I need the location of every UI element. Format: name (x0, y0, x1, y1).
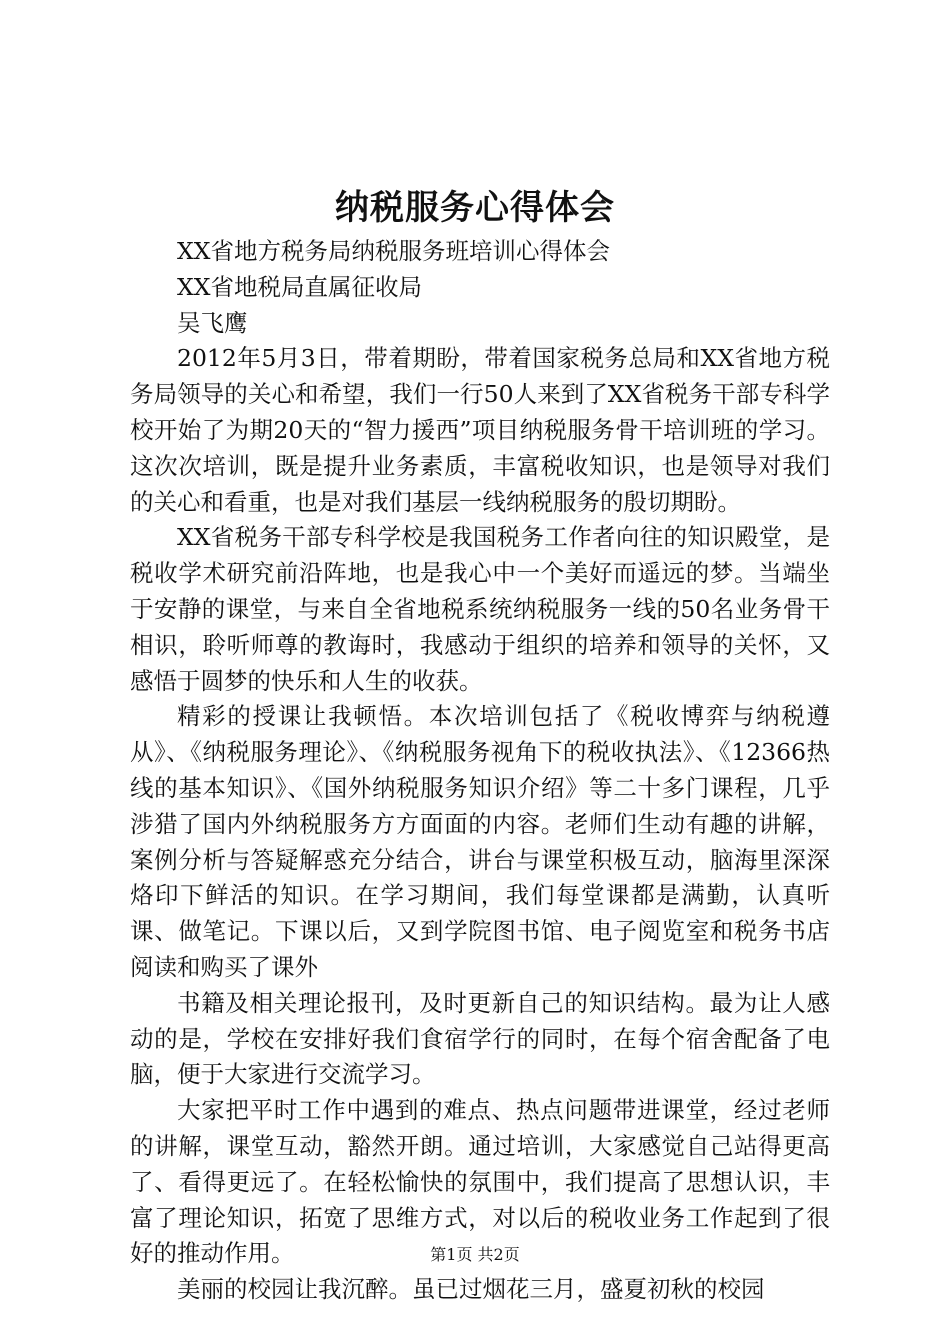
paragraph-3: 精彩的授课让我顿悟。本次培训包括了《税收博弈与纳税遵从》、《纳税服务理论》、《纳税服务视角下的税收执法》、《12366热线的基本知识》、《国外纳税服务知识介绍》等二十多门课程，几乎涉猎了国内外纳税服务方方面面的内容。老师们生动有趣的讲解，案例分析与答疑解惑充分结合，讲台与课堂积极互动，脑海里深深烙印下鲜活的知识。在学习期间，我们每堂课都是满勤，认真听课、做笔记。下课以后，又到学院图书馆、电子阅览室和税务书店阅读和购买了课外 (130, 702, 830, 981)
document-body (130, 234, 830, 1308)
header-line-1: XX省地方税务局纳税服务班培训心得体会 (177, 237, 610, 265)
paragraph-1: 2012年5月3日，带着期盼，带着国家税务总局和XX省地方税务局领导的关心和希望，我们一行50人来到了XX省税务干部专科学校开始了为期20天的“智力援西”项目纳税服务骨干培训班的学习。这次次培训，既是提升业务素质，丰富税收知识，也是领导对我们的关心和看重，也是对我们基层一线纳税服务的殷切期盼。 (130, 344, 830, 516)
header-line-2: XX省地税局直属征收局 (177, 272, 422, 301)
header-line-3: 吴飞鹰 (177, 308, 248, 337)
paragraph-5: 大家把平时工作中遇到的难点、热点问题带进课堂，经过老师的讲解，课堂互动，豁然开朗。通过培训，大家感觉自己站得更高了、看得更远了。在轻松愉快的氛围中，我们提高了思想认识，丰富了理论知识，拓宽了思维方式，对以后的税收业务工作起到了很好的推动作用。 (130, 1096, 830, 1268)
paragraph-4: 书籍及相关理论报刊，及时更新自己的知识结构。最为让人感动的是，学校在安排好我们食宿学行的同时，在每个宿舍配备了电脑，便于大家进行交流学习。 (130, 988, 830, 1089)
paragraph-2: XX省税务干部专科学校是我国税务工作者向往的知识殿堂，是税收学术研究前沿阵地，也是我心中一个美好而遥远的梦。当端坐于安静的课堂，与来自全省地税系统纳税服务一线的50名业务骨干相识，聆听师尊的教诲时，我感动于组织的培养和领导的关怀，又感悟于圆梦的快乐和人生的收获。 (130, 523, 830, 695)
page-footer: 第1页 共2页 (430, 1245, 520, 1264)
paragraph-6: 美丽的校园让我沉醉。虽已过烟花三月，盛夏初秋的校园 (177, 1275, 765, 1304)
document-title: 纳税服务心得体会 (335, 188, 615, 228)
